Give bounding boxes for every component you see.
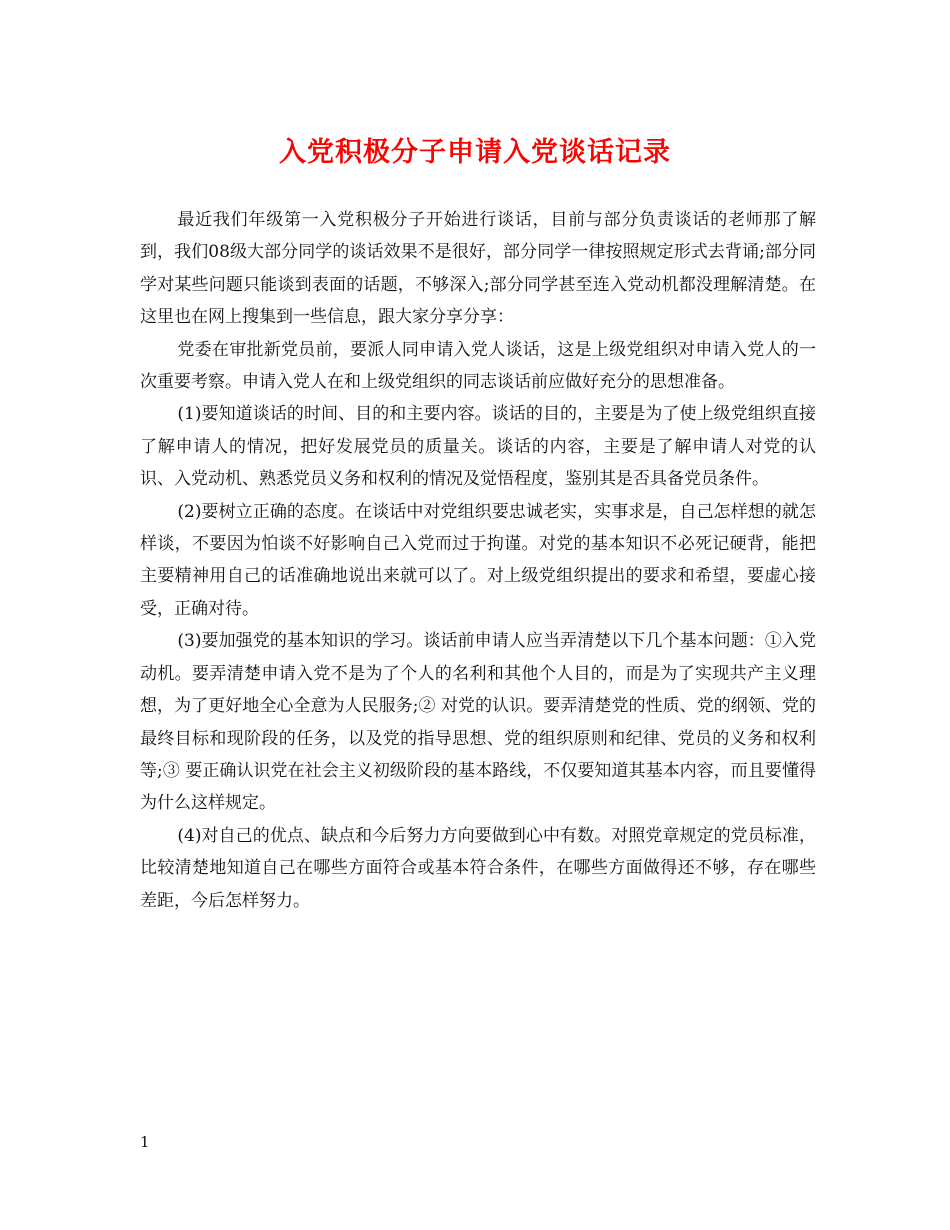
paragraph-intro: 最近我们年级第一入党积极分子开始进行谈话，目前与部分负责谈话的老师那了解到，我们08级大部分同学的谈话效果不是很好，部分同学一律按照规定形式去背诵;部分同学对某些问题只能谈到表面的话题，不够深入;部分同学甚至连入党动机都没理解清楚。在这里也在网上搜集到一些信息，跟大家分享分享： bbox=[140, 210, 816, 328]
paragraph-point-4: (4)对自己的优点、缺点和今后努力方向要做到心中有数。对照党章规定的党员标准，比较清楚地知道自己在哪些方面符合或基本符合条件，在哪些方面做得还不够，存在哪些差距，今后怎样努力。 bbox=[140, 825, 816, 911]
document-body bbox=[140, 204, 816, 917]
page-number: 1 bbox=[140, 1133, 150, 1151]
paragraph-party-committee: 党委在审批新党员前，要派人同申请入党人谈话，这是上级党组织对申请入党人的一次重要考察。申请入党人在和上级党组织的同志谈话前应做好充分的思想准备。 bbox=[140, 339, 816, 393]
paragraph-point-3: (3)要加强党的基本知识的学习。谈话前申请人应当弄清楚以下几个基本问题：①入党动机。要弄清楚申请入党不是为了个人的名利和其他个人目的，而是为了实现共产主义理想，为了更好地全心全意为人民服务;② 对党的认识。要弄清楚党的性质、党的纲领、党的最终目标和现阶段的任务，以及党的指导思想、党的组织原则和纪律、党员的义务和权利等;③ 要正确认识党在社会主义初级阶段的基本路线，不仅要知道其基本内容，而且要懂得为什么这样规定。 bbox=[140, 631, 816, 814]
paragraph-point-2: (2)要树立正确的态度。在谈话中对党组织要忠诚老实，实事求是，自己怎样想的就怎样谈，不要因为怕谈不好影响自己入党而过于拘谨。对党的基本知识不必死记硬背，能把主要精神用自己的话准确地说出来就可以了。对上级党组织提出的要求和希望，要虚心接受，正确对待。 bbox=[140, 501, 816, 619]
paragraph-point-1: (1)要知道谈话的时间、目的和主要内容。谈话的目的，主要是为了使上级党组织直接了解申请人的情况，把好发展党员的质量关。谈话的内容，主要是了解申请人对党的认识、入党动机、熟悉党员义务和权利的情况及觉悟程度，鉴别其是否具备党员条件。 bbox=[140, 404, 816, 490]
document-title: 入党积极分子申请入党谈话记录 bbox=[279, 137, 671, 168]
